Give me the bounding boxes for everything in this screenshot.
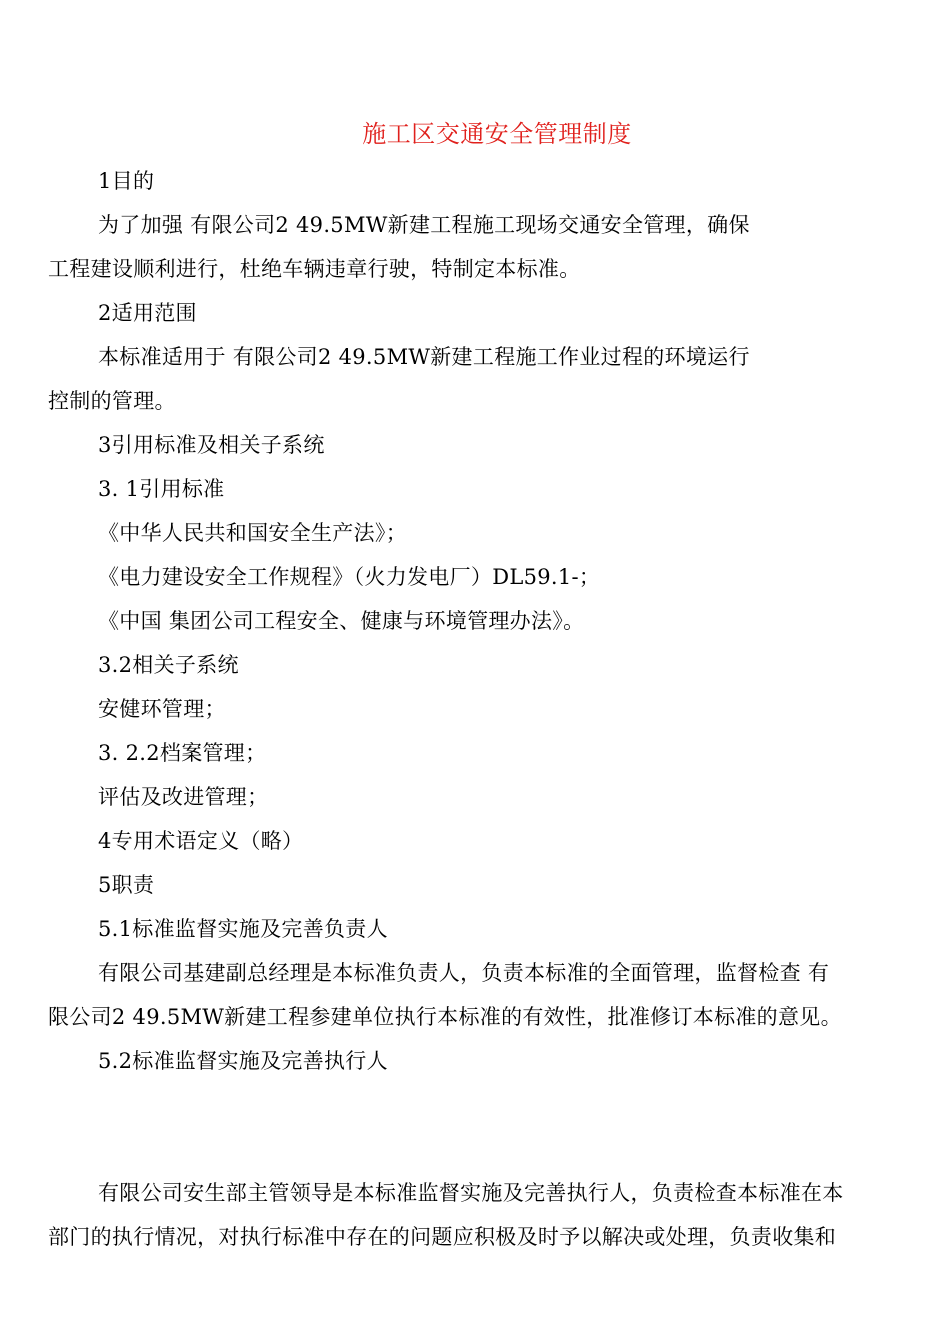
paragraph-line: 有限公司安生部主管领导是本标准监督实施及完善执行人，负责检查本标准在本	[98, 1181, 844, 1205]
list-item: 3. 2.2档案管理；	[98, 741, 267, 765]
list-item: 安健环管理；	[98, 697, 226, 721]
paragraph-line: 工程建设顺利进行，杜绝车辆违章行驶，特制定本标准。	[48, 257, 581, 281]
paragraph-line: 限公司2 49.5MW新建工程参建单位执行本标准的有效性，批准修订本标准的意见。	[48, 1005, 842, 1029]
section-heading-purpose: 1目的	[98, 169, 155, 193]
reference-item: 《电力建设安全工作规程》（火力发电厂）DL59.1-；	[98, 565, 601, 589]
subsection-heading: 3.2相关子系统	[98, 653, 239, 677]
paragraph-line: 为了加强 有限公司2 49.5MW新建工程施工现场交通安全管理，确保	[98, 213, 750, 237]
paragraph-line: 有限公司基建副总经理是本标准负责人，负责本标准的全面管理，监督检查 有	[98, 961, 830, 985]
subsection-heading: 5.2标准监督实施及完善执行人	[98, 1049, 388, 1073]
section-heading-responsibilities: 5职责	[98, 873, 155, 897]
reference-item: 《中国 集团公司工程安全、健康与环境管理办法》。	[98, 609, 585, 633]
list-item: 评估及改进管理；	[98, 785, 269, 809]
paragraph-line: 控制的管理。	[48, 389, 176, 413]
subsection-heading: 3. 1引用标准	[98, 477, 225, 501]
section-heading-references: 3引用标准及相关子系统	[98, 433, 325, 457]
reference-item: 《中华人民共和国安全生产法》；	[98, 521, 407, 545]
section-heading-definitions: 4专用术语定义（略）	[98, 829, 304, 853]
paragraph-line: 本标准适用于 有限公司2 49.5MW新建工程施工作业过程的环境运行	[98, 345, 750, 369]
section-heading-scope: 2适用范围	[98, 301, 197, 325]
subsection-heading: 5.1标准监督实施及完善负责人	[98, 917, 388, 941]
paragraph-line: 部门的执行情况，对执行标准中存在的问题应积极及时予以解决或处理，负责收集和	[48, 1225, 837, 1249]
document-title: 施工区交通安全管理制度	[362, 120, 632, 148]
